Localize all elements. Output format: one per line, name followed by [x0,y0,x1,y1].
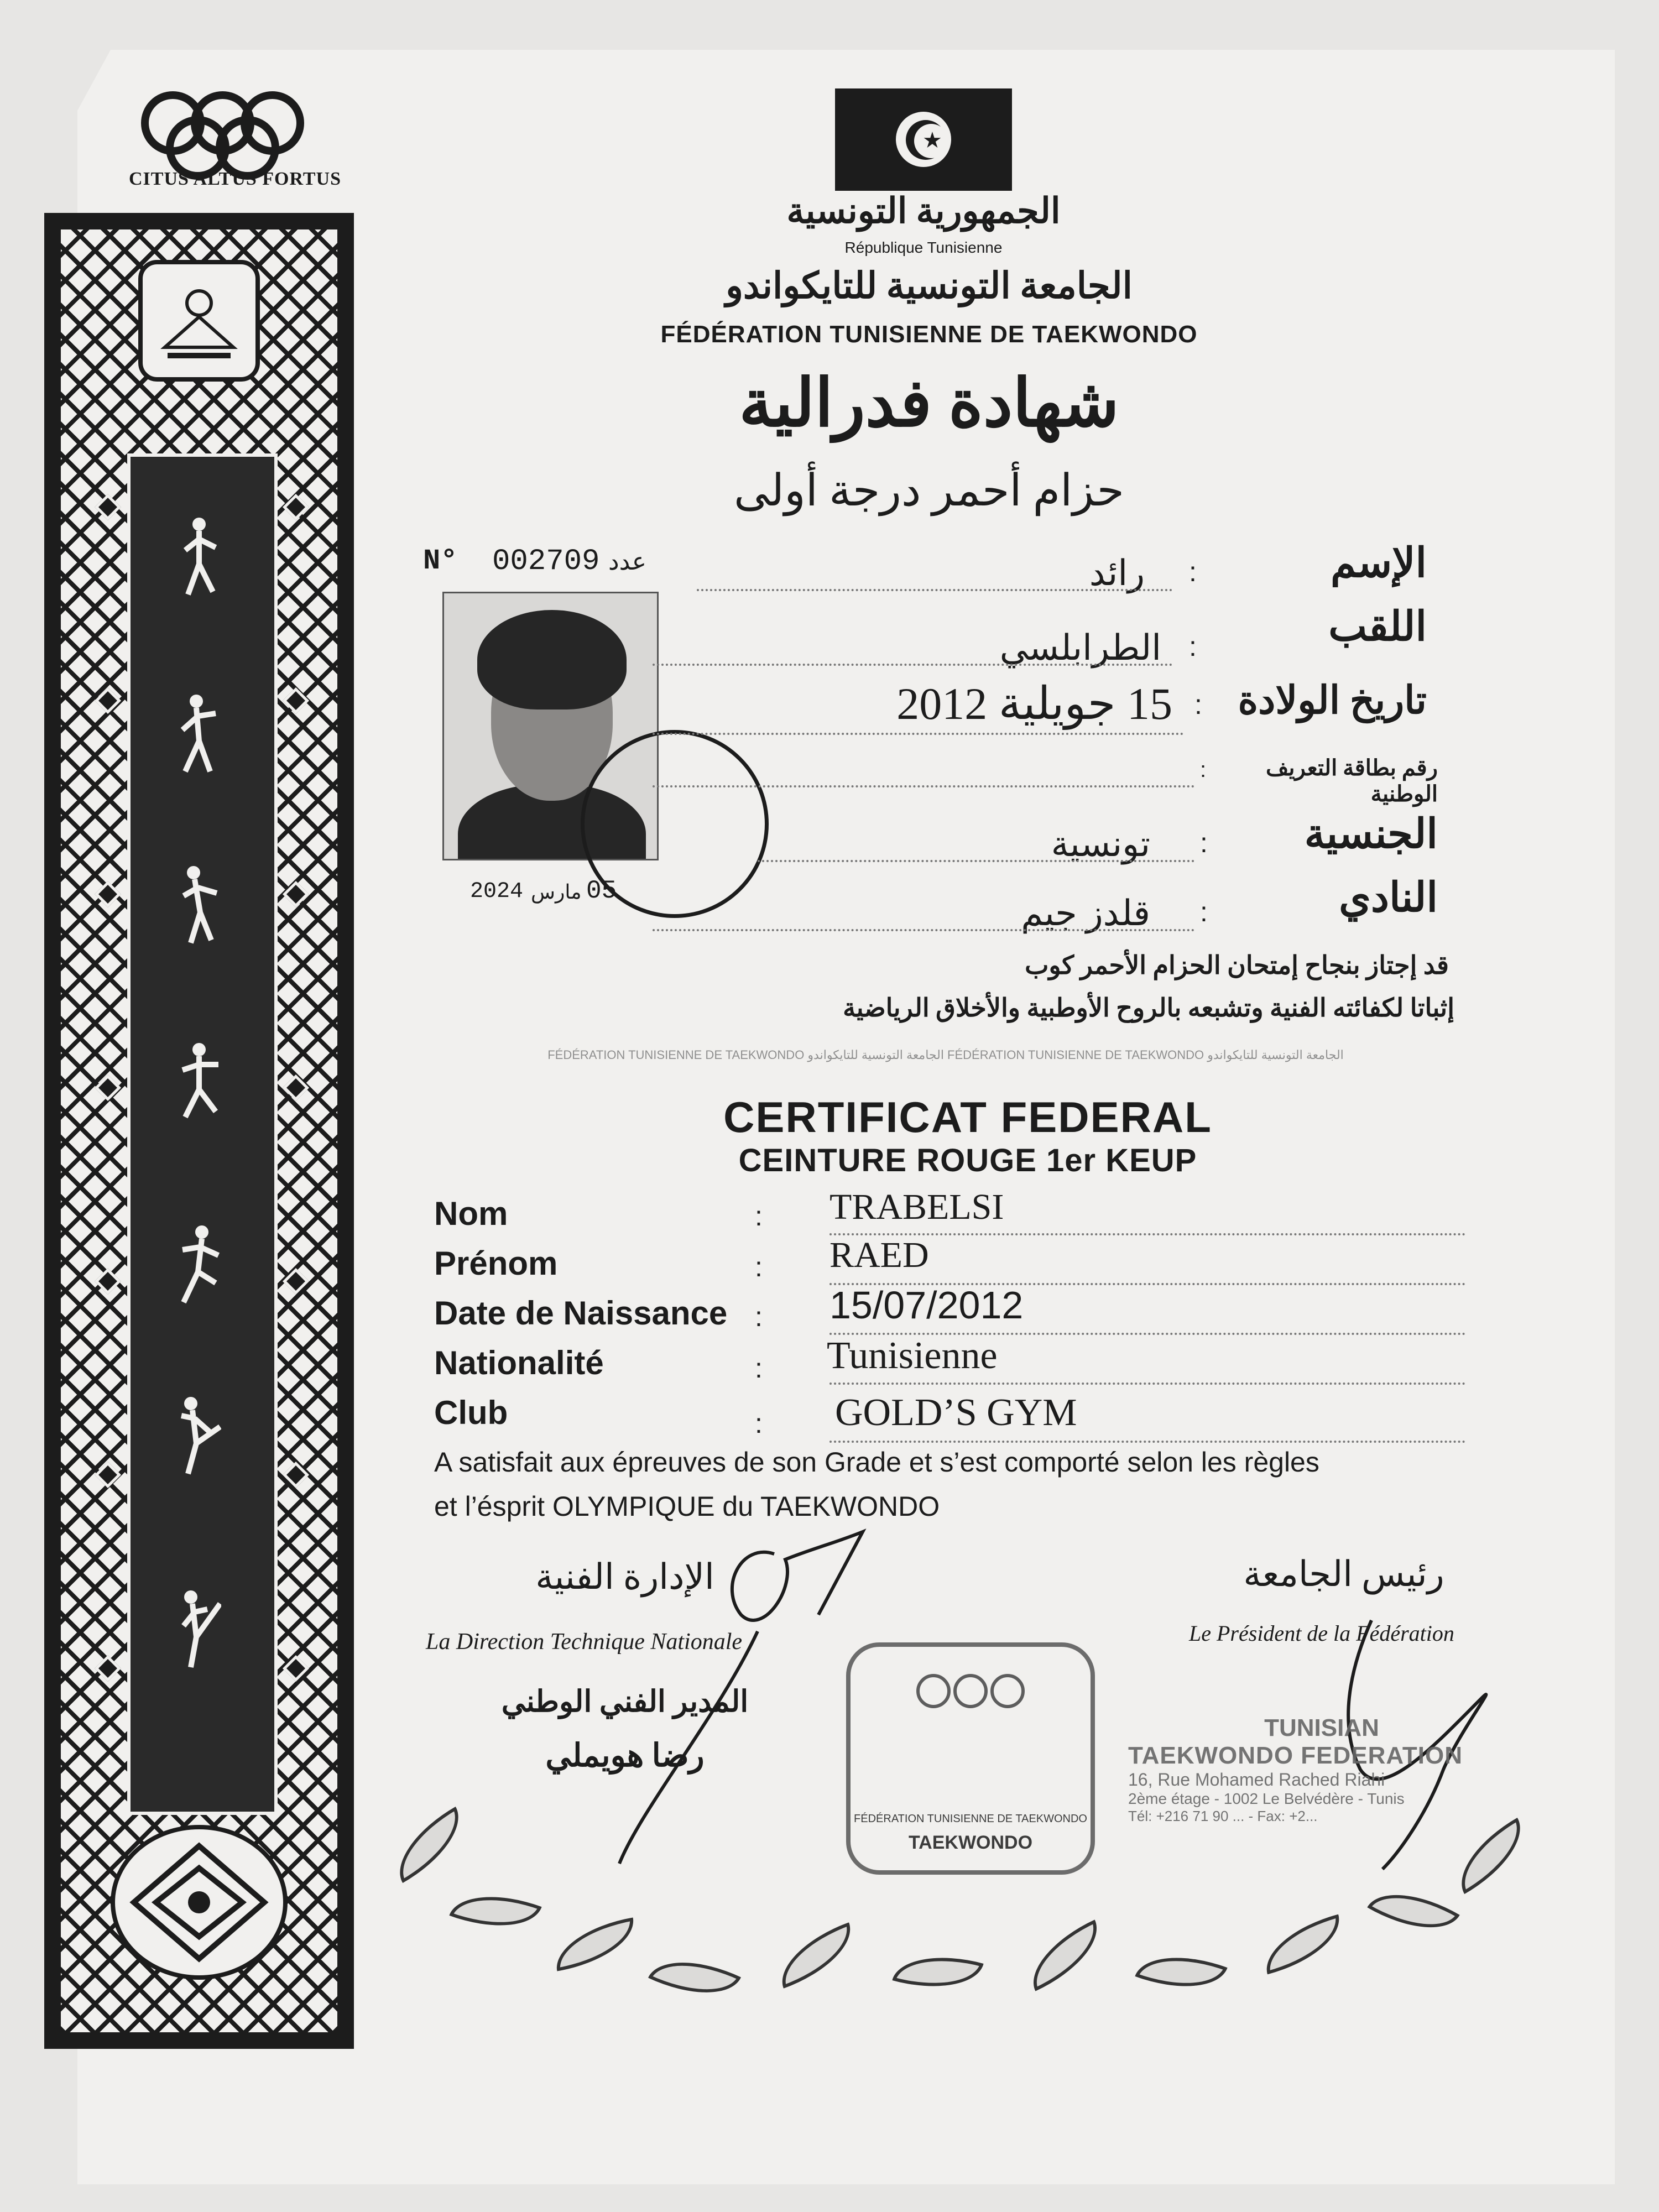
technical-director-title-arabic: المدير الفني الوطني [501,1685,749,1718]
federation-watermark-line: FÉDÉRATION TUNISIENNE DE TAEKWONDO الجامعة التونسية للتايكواندو FÉDÉRATION TUNISIENNE DE TAEKWONDO الجامعة التونسية للتايكواندو [547,1048,1344,1062]
photo-stamp-day: 05 [586,877,617,905]
french-statement-line-1: A satisfait aux épreuves de son Grade et s’est comporté selon les règles [434,1447,1319,1478]
french-statement-line-2: et l’ésprit OLYMPIQUE du TAEKWONDO [434,1491,940,1522]
arabic-subtitle: حزام أحمر درجة أولى [734,467,1124,515]
certificate-number: 002709 [492,545,600,578]
seal-name: TAEKWONDO [908,1832,1033,1853]
french-field-label: Nom [434,1195,508,1232]
french-field-label: Nationalité [434,1344,604,1381]
federation-french: FÉDÉRATION TUNISIENNE DE TAEKWONDO [660,321,1198,348]
french-field-value: 15/07/2012 [830,1284,1024,1327]
arabic-field-label: الإسم [1330,541,1427,586]
federation-arabic: الجامعة التونسية للتايكواندو [726,266,1133,306]
stamp-line: TAEKWONDO FEDERATION [1128,1742,1463,1769]
arabic-field-label: تاريخ الولادة [1238,680,1427,722]
french-field-value: RAED [830,1235,929,1275]
federation-seal [846,1642,1095,1875]
republic-french: République Tunisienne [844,239,1003,256]
president-french: Le Président de la Fédération [1189,1621,1454,1646]
arabic-title: شهادة فدرالية [739,367,1119,440]
french-subtitle: CEINTURE ROUGE 1er KEUP [738,1142,1197,1178]
taekwondo-fighter-icon [177,691,221,774]
federation-address-stamp [1128,1714,1515,1825]
french-field-value: Tunisienne [827,1334,998,1377]
french-field-label: Prénom [434,1245,558,1282]
federation-emblem-icon [138,260,260,382]
taekwondo-fighter-icon [177,863,221,946]
taekwondo-fighter-icon [177,1222,221,1305]
republic-arabic: الجمهورية التونسية [786,191,1061,231]
technical-direction-arabic: الإدارة الفنية [535,1557,714,1597]
arabic-field-value: تونسية [1051,825,1150,864]
technical-director-name-arabic: رضا هويملي [545,1738,705,1773]
stamp-line: Tél: +216 71 90 ... - Fax: +2... [1128,1808,1318,1824]
certificate-number-label: عدد [608,548,646,575]
arabic-statement-line-1: قد إجتاز بنجاح إمتحان الحزام الأحمر كوب [1025,951,1449,979]
arabic-field-value: الطرابلسي [999,628,1161,667]
taekwondo-fighter-icon [177,514,221,597]
stamp-line: 16, Rue Mohamed Rached Riahi [1128,1770,1385,1790]
stamp-line: 2ème étage - 1002 Le Belvédère - Tunis [1128,1790,1405,1807]
tunisia-flag-icon: ★ [835,88,1012,191]
french-field-label: Date de Naissance [434,1295,728,1332]
photo-stamp-month: مارس [531,881,582,903]
technical-direction-french: La Direction Technique Nationale [426,1629,743,1655]
taekwondo-fighter-icon [177,1587,221,1670]
arabic-field-value: رائد [1089,554,1145,593]
arabic-statement-line-2: إثباتا لكفائته الفنية وتشبعه بالروح الأوطبية والأخلاق الرياضية [843,994,1454,1022]
photo-stamp-year: 2024 [470,879,524,904]
seal-text: FÉDÉRATION TUNISIENNE DE TAEKWONDO [854,1813,1087,1825]
french-title: CERTIFICAT FEDERAL [723,1093,1212,1141]
arabic-field-label: الجنسية [1304,812,1438,857]
olympic-motto: CITUS ALTUS FORTUS [128,169,341,189]
taekwondo-fighter-icon [177,1040,221,1123]
certificate-number-prefix: N° [423,545,458,577]
french-field-label: Club [434,1394,508,1431]
french-field-value: GOLD’S GYM [835,1391,1077,1434]
arabic-field-label: رقم بطاقة التعريف الوطنية [1265,755,1438,806]
arabic-field-value: قلدز جيم [1021,894,1150,933]
arabic-field-value: 15 جويلية 2012 [896,679,1172,729]
french-field-value: TRABELSI [830,1187,1004,1227]
arabic-field-label: اللقب [1328,604,1427,650]
taekwondo-fighter-icon [177,1394,221,1477]
arabic-field-label: النادي [1339,875,1438,921]
knot-ornament-icon [111,1825,288,1980]
president-arabic: رئيس الجامعة [1243,1554,1444,1594]
stamp-line: TUNISIAN [1264,1714,1379,1741]
